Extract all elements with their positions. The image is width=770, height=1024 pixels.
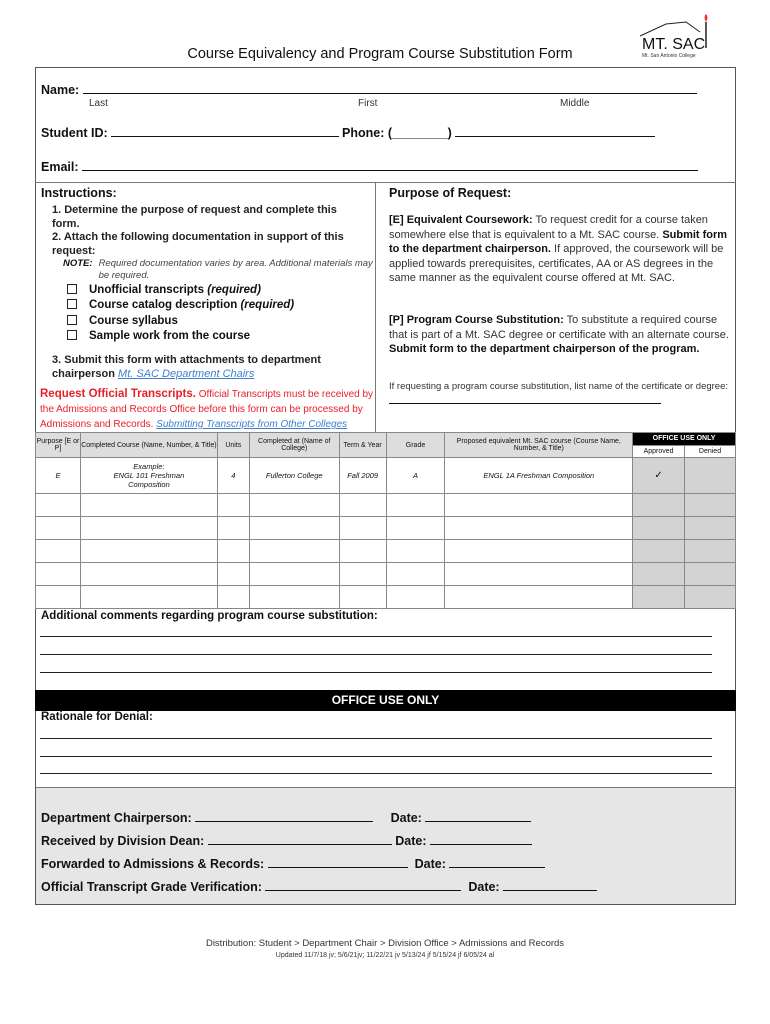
header-term: Term & Year	[339, 433, 386, 458]
instructions-panel	[35, 182, 376, 432]
comments-label: Additional comments regarding program course substitution:	[41, 610, 378, 622]
updated-text: Updated 11/7/18 jv; 5/6/21jv; 11/22/21 jv 5/13/24 jf 5/15/24 jf 6/05/24 al	[275, 952, 495, 959]
header-units: Units	[217, 433, 249, 458]
checkbox[interactable]	[67, 284, 77, 294]
official-transcripts-notice: Request Official Transcripts. Official Transcripts must be received by the Admissions and Records Office before this form can be processed by Admissions and Records. Submitting Transcripts from Other Colleges	[40, 388, 374, 430]
checkbox[interactable]	[67, 315, 77, 325]
header-denied: Denied	[685, 445, 736, 458]
purpose-panel	[376, 182, 736, 432]
certificate-degree-row: If requesting a program course substitution, list name of the certificate or degree:	[389, 379, 729, 409]
name-input[interactable]	[83, 83, 697, 94]
step-1: 1. Determine the purpose of request and complete this form.	[52, 204, 337, 230]
last-label: Last	[89, 98, 108, 109]
note-text: Required documentation varies by area. Additional materials may be required.	[98, 258, 373, 281]
forward-row: Forwarded to Admissions & Records: Date:	[41, 857, 545, 871]
name-row: Name:	[41, 83, 697, 97]
table-row[interactable]	[36, 586, 736, 609]
mt-sac-logo	[636, 14, 716, 60]
distribution-text: Distribution: Student > Department Chair > Division Office > Admissions and Records	[205, 938, 565, 949]
checklist-item: Course catalog description (required)	[67, 298, 294, 313]
certificate-degree-input[interactable]	[389, 395, 661, 404]
student-id-input[interactable]	[111, 126, 339, 137]
checklist-item: Course syllabus	[67, 314, 294, 329]
rationale-label: Rationale for Denial:	[41, 711, 153, 723]
header-approved: Approved	[633, 445, 685, 458]
table-row[interactable]	[36, 540, 736, 563]
dean-row: Received by Division Dean: Date:	[41, 834, 532, 848]
table-row[interactable]	[36, 494, 736, 517]
header-completed-course: Completed Course (Name, Number, & Title)	[80, 433, 217, 458]
grade-verification-row: Official Transcript Grade Verification: Date:	[41, 880, 597, 894]
rationale-line[interactable]	[40, 773, 712, 774]
checklist-item: Unofficial transcripts (required)	[67, 283, 294, 298]
chair-row: Department Chairperson: Date:	[41, 811, 531, 825]
approved-check: ✓	[633, 458, 685, 494]
email-row: Email:	[41, 160, 698, 174]
header-purpose: Purpose [E or P]	[36, 433, 81, 458]
example-row: E Example: ENGL 101 Freshman Composition 4 Fullerton College Fall 2009 A ENGL 1A Freshman Composition ✓	[36, 458, 736, 494]
course-table	[35, 432, 736, 609]
program-substitution-text: [P] Program Course Substitution: To substitute a required course that is part of a Mt. SAC degree or certificate with an alternate course. Submit form to the department chairperson of the program.	[389, 314, 729, 355]
instructions-title: Instructions:	[41, 186, 117, 200]
department-chairs-link[interactable]: Mt. SAC Department Chairs	[118, 367, 255, 380]
comments-line[interactable]	[40, 672, 712, 673]
header-proposed: Proposed equivalent Mt. SAC course (Course Name, Number, & Title)	[445, 433, 633, 458]
checkbox[interactable]	[67, 299, 77, 309]
comments-line[interactable]	[40, 636, 712, 637]
phone-input[interactable]	[455, 126, 655, 137]
submitting-transcripts-link[interactable]: Submitting Transcripts from Other Colleges	[156, 419, 348, 430]
rationale-line[interactable]	[40, 756, 712, 757]
rationale-line[interactable]	[40, 738, 712, 739]
student-id-row: Student ID:	[41, 126, 339, 140]
documentation-checklist	[67, 283, 294, 344]
purpose-title: Purpose of Request:	[389, 186, 512, 200]
email-input[interactable]	[82, 160, 698, 171]
note-label: NOTE:	[63, 258, 93, 269]
comments-line[interactable]	[40, 654, 712, 655]
table-row[interactable]	[36, 563, 736, 586]
checklist-item: Sample work from the course	[67, 329, 294, 344]
header-office-use: OFFICE USE ONLY	[633, 433, 736, 446]
phone-row: Phone: (________)	[342, 126, 655, 140]
table-row[interactable]	[36, 517, 736, 540]
svg-text:MT. SAC: MT. SAC	[642, 36, 706, 53]
form-title: Course Equivalency and Program Course Substitution Form	[187, 46, 573, 62]
middle-label: Middle	[560, 98, 590, 109]
step-2: 2. Attach the following documentation in support of this request:	[52, 231, 344, 257]
step-3: 3. Submit this form with attachments to department chairperson Mt. SAC Department Chairs	[52, 354, 321, 380]
equivalent-coursework-text: [E] Equivalent Coursework: To request credit for a course taken somewhere else that is equivalent to a Mt. SAC course. Submit form to the department chairperson. If approved, the coursework will be applied towards prerequisites, certificates, AA or AS degrees in the same manner as the equivalent course offered at Mt. SAC.	[389, 214, 728, 284]
office-use-bar: OFFICE USE ONLY	[35, 690, 736, 711]
checkbox[interactable]	[67, 330, 77, 340]
svg-text:Mt. San Antonio College: Mt. San Antonio College	[642, 53, 696, 59]
first-label: First	[358, 98, 378, 109]
header-grade: Grade	[386, 433, 445, 458]
header-college: Completed at (Name of College)	[249, 433, 339, 458]
